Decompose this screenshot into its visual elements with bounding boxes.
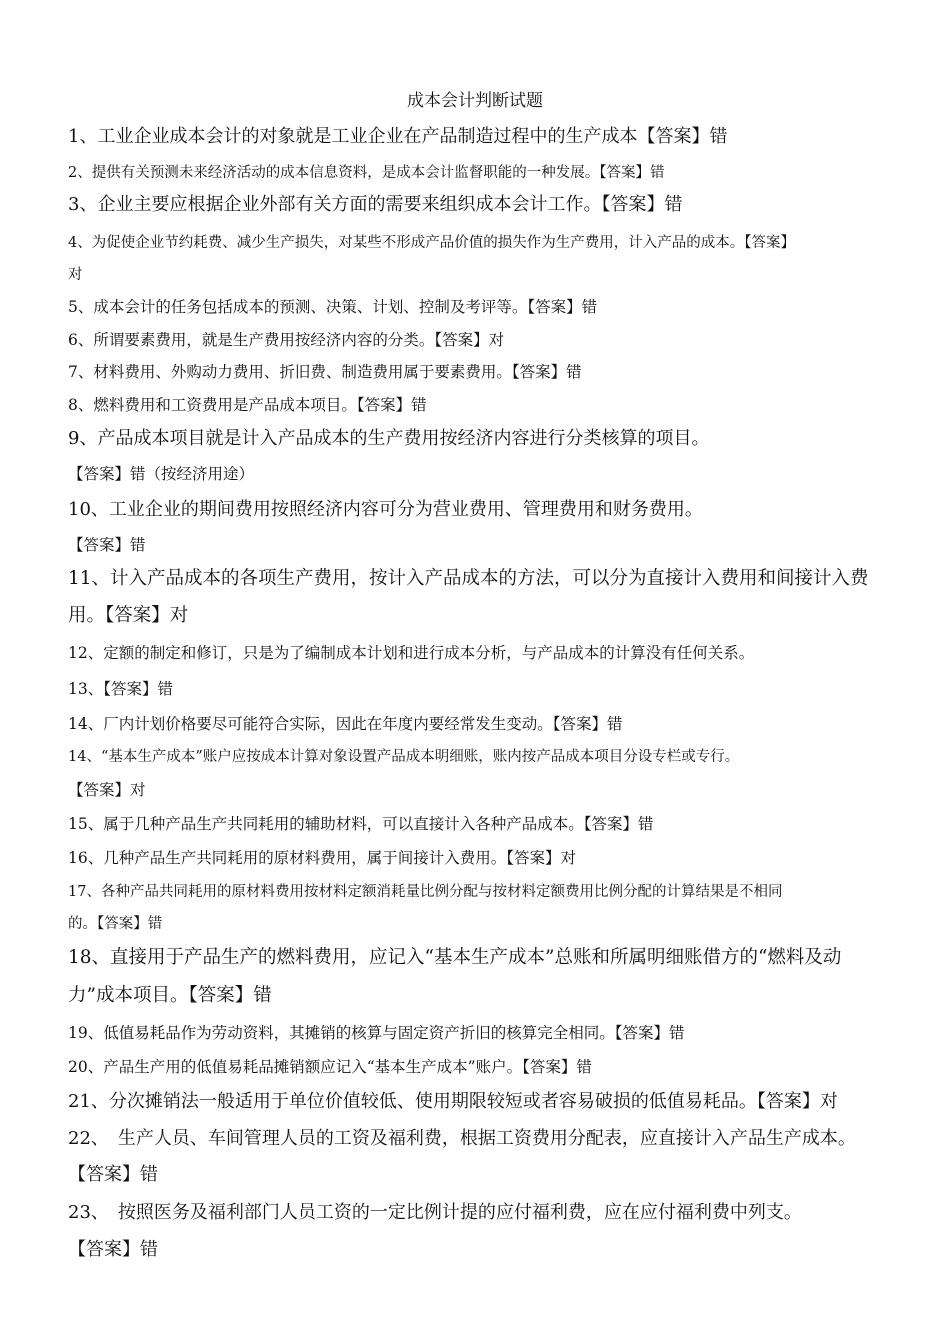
- question-6: 6、所谓要素费用，就是生产费用按经济内容的分类。【答案】对: [68, 331, 505, 349]
- question-9: 9、产品成本项目就是计入产品成本的生产费用按经济内容进行分类核算的项目。: [68, 428, 710, 449]
- question-14b: 14、“基本生产成本”账户应按成本计算对象设置产品成本明细账，账内按产品成本项目分设专栏或专行。: [68, 749, 740, 765]
- question-7: 7、材料费用、外购动力费用、折旧费、制造费用属于要素费用。【答案】错: [68, 363, 582, 381]
- question-3: 3、企业主要应根据企业外部有关方面的需要来组织成本会计工作。【答案】错: [68, 194, 683, 215]
- question-17: 17、各种产品共同耗用的原材料费用按材料定额消耗量比例分配与按材料定额费用比例分配的计算结果是不相同: [68, 884, 783, 900]
- question-10: 10、工业企业的期间费用按照经济内容可分为营业费用、管理费用和财务费用。: [68, 499, 703, 520]
- question-16: 16、几种产品生产共同耗用的原材料费用，属于间接计入费用。【答案】对: [68, 849, 576, 867]
- question-4: 4、为促使企业节约耗费、减少生产损失，对某些不形成产品价值的损失作为生产费用，计入产品的成本。【答案】: [68, 235, 795, 251]
- question-4-cont: 对: [68, 267, 83, 283]
- question-14b-answer: 【答案】对: [68, 781, 146, 799]
- question-18: 18、直接用于产品生产的燃料费用，应记入“基本生产成本”总账和所属明细账借方的“燃料及动: [68, 947, 842, 968]
- question-19: 19、低值易耗品作为劳动资料，其摊销的核算与固定资产折旧的核算完全相同。【答案】错: [68, 1024, 685, 1042]
- question-11-cont: 用。【答案】对: [68, 605, 189, 626]
- question-18-cont: 力”成本项目。【答案】错: [68, 985, 272, 1006]
- question-11: 11、计入产品成本的各项生产费用，按计入产品成本的方法，可以分为直接计入费用和间接计入费: [68, 568, 869, 589]
- question-14: 14、厂内计划价格要尽可能符合实际，因此在年度内要经常发生变动。【答案】错: [68, 715, 623, 733]
- question-9-answer: 【答案】错（按经济用途）: [68, 465, 255, 483]
- question-17-cont: 的。【答案】错: [68, 916, 163, 932]
- question-22: 22、 生产人员、车间管理人员的工资及福利费，根据工资费用分配表，应直接计入产品生产成本。: [68, 1128, 856, 1149]
- question-10-answer: 【答案】错: [68, 536, 146, 554]
- question-21: 21、分次摊销法一般适用于单位价值较低、使用期限较短或者容易破损的低值易耗品。【答案】对: [68, 1091, 838, 1112]
- question-1: 1、工业企业成本会计的对象就是工业企业在产品制造过程中的生产成本【答案】错: [68, 126, 728, 147]
- question-13: 13、【答案】错: [68, 680, 173, 698]
- question-5: 5、成本会计的任务包括成本的预测、决策、计划、控制及考评等。【答案】错: [68, 298, 598, 316]
- question-8: 8、燃料费用和工资费用是产品成本项目。【答案】错: [68, 396, 427, 414]
- question-23: 23、 按照医务及福利部门人员工资的一定比例计提的应付福利费，应在应付福利费中列支。: [68, 1202, 802, 1223]
- question-12: 12、定额的制定和修订，只是为了编制成本计划和进行成本分析，与产品成本的计算没有任何关系。: [68, 644, 755, 662]
- question-22-answer: 【答案】错: [68, 1164, 158, 1185]
- question-23-answer: 【答案】错: [68, 1239, 158, 1260]
- page-title: 成本会计判断试题: [407, 91, 543, 111]
- question-20: 20、产品生产用的低值易耗品摊销额应记入“基本生产成本”账户。【答案】错: [68, 1058, 592, 1076]
- question-15: 15、属于几种产品生产共同耗用的辅助材料，可以直接计入各种产品成本。【答案】错: [68, 815, 654, 833]
- question-2: 2、提供有关预测未来经济活动的成本信息资料，是成本会计监督职能的一种发展。【答案】错: [68, 165, 665, 181]
